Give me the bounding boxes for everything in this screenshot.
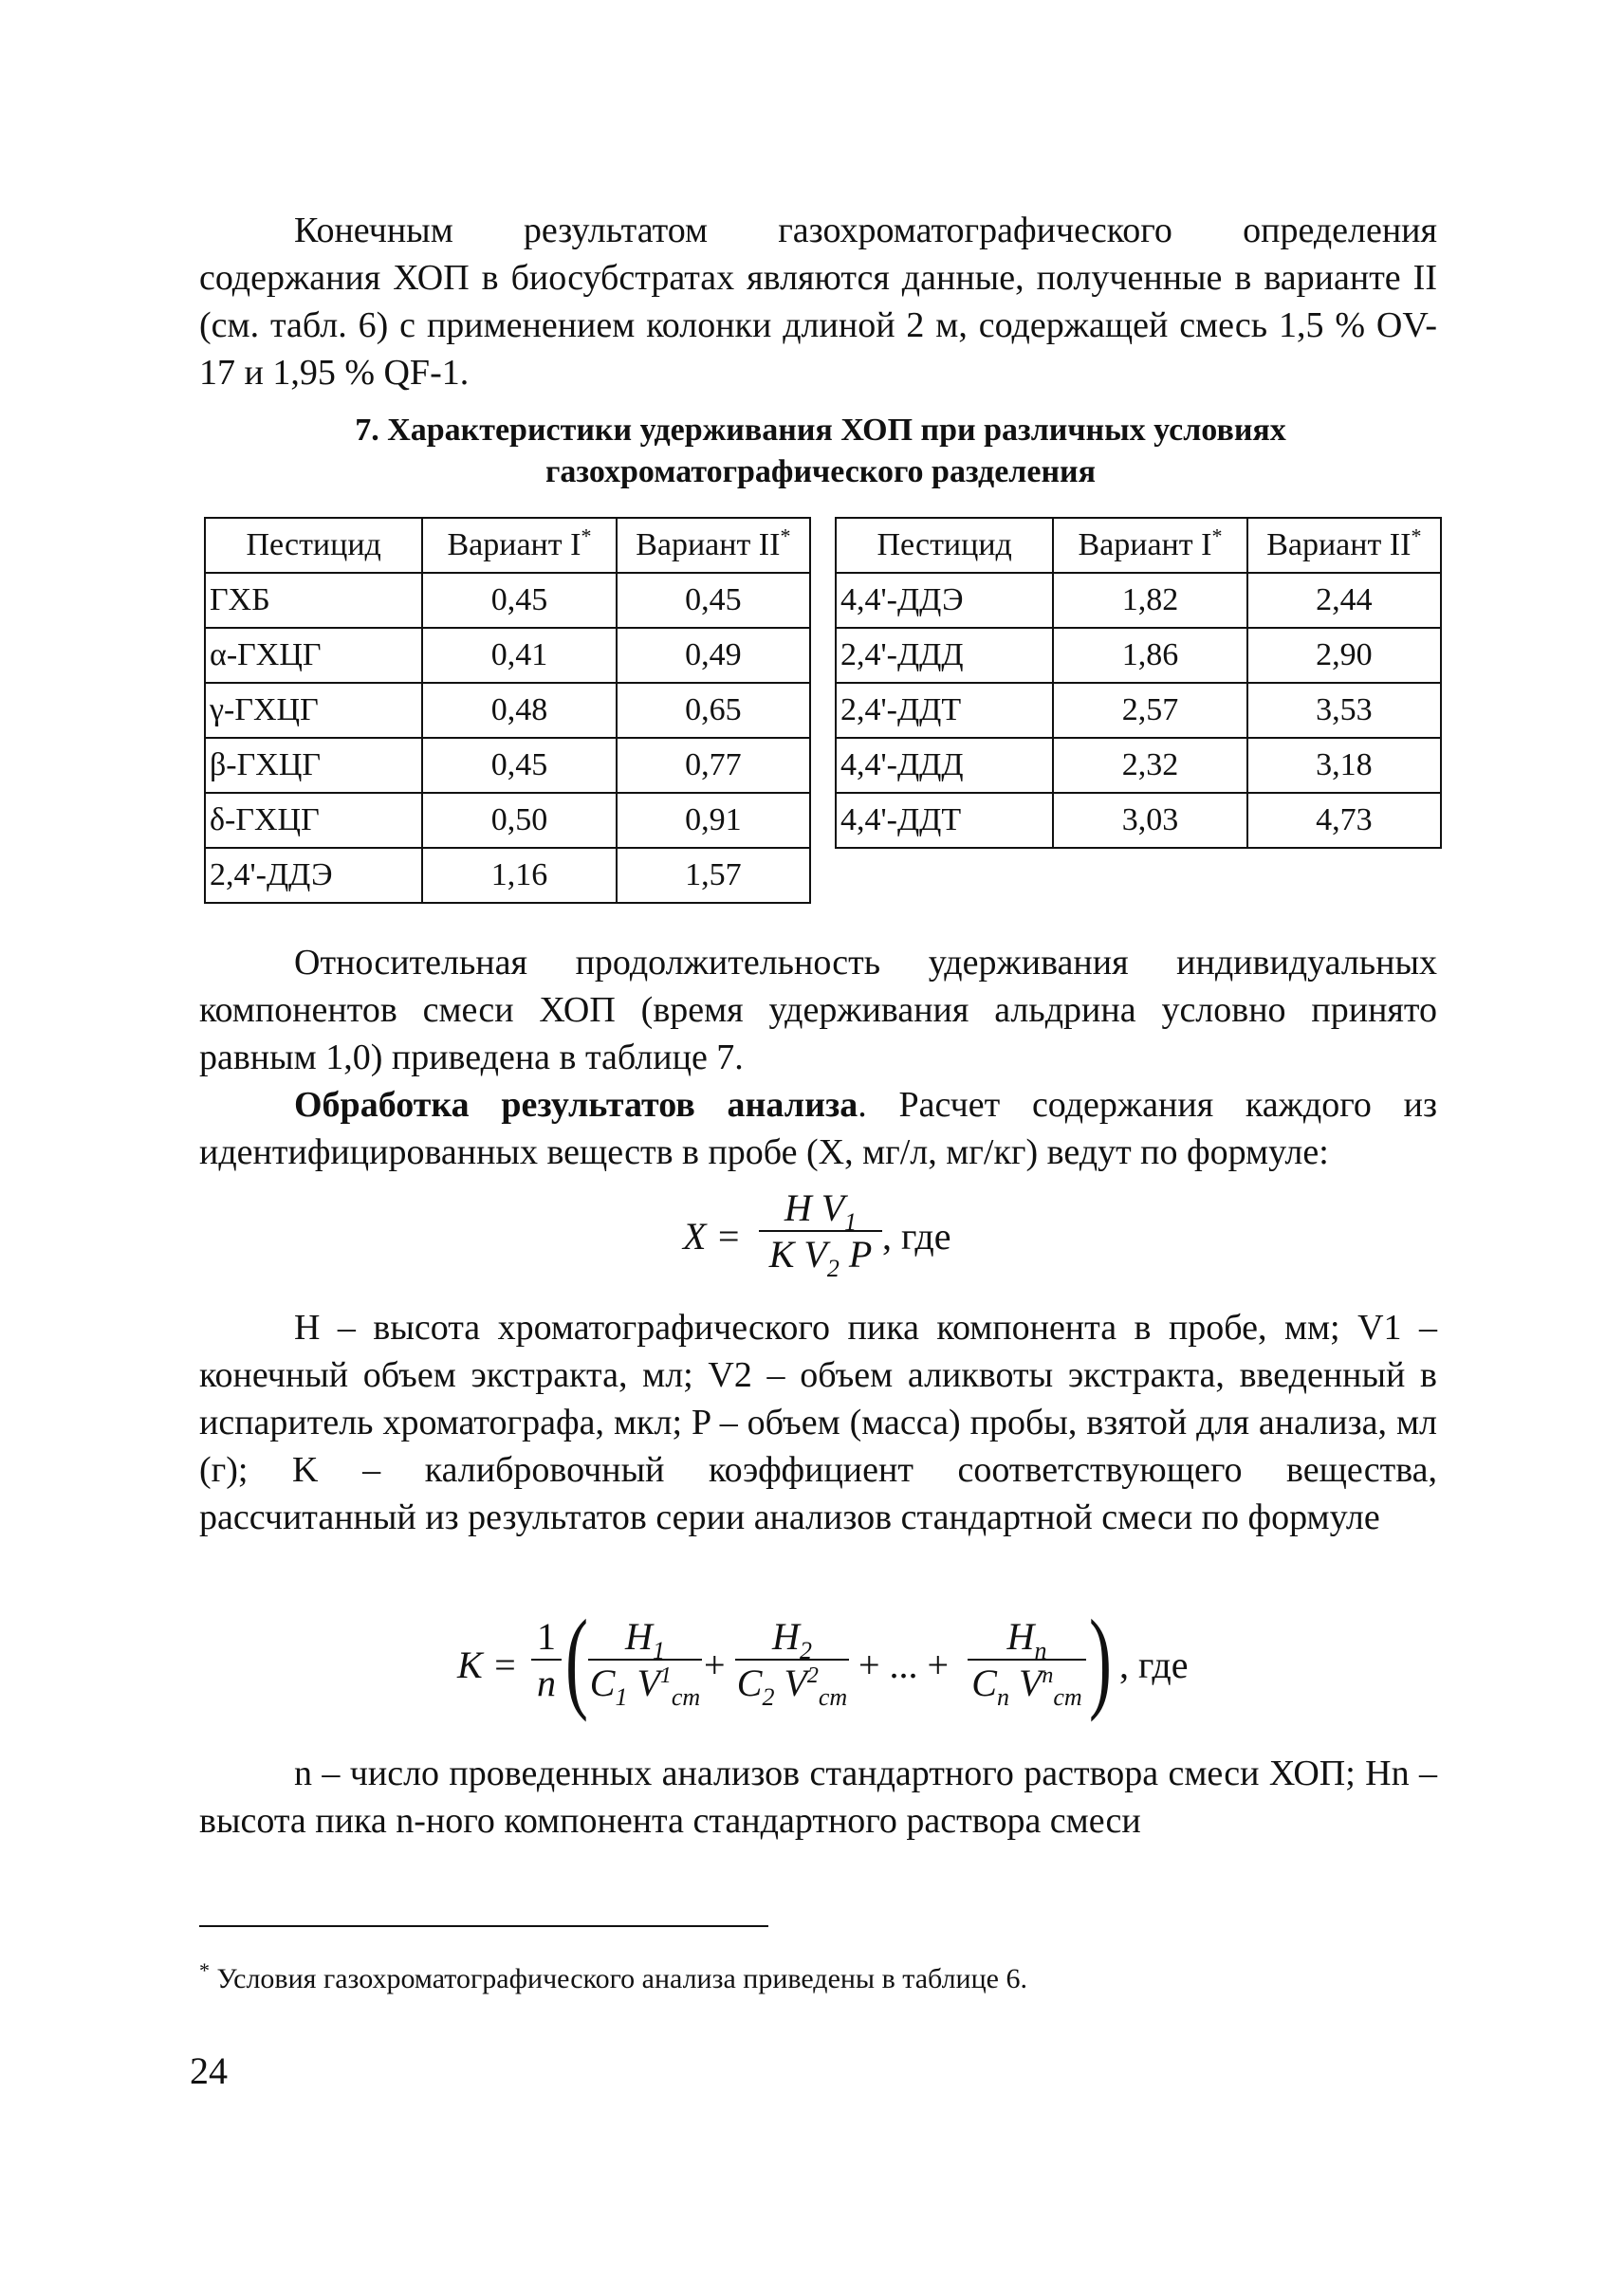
cell-pesticide: α-ГХЦГ <box>205 628 422 683</box>
cell-pesticide: 2,4'-ДДЭ <box>205 848 422 903</box>
table-row <box>836 793 1441 848</box>
formula-k-termn: $H_n$ $C_n$ $V^n_{cm}$ <box>968 1614 1086 1705</box>
header-star: * <box>581 523 592 548</box>
formula-x <box>0 1185 1624 1290</box>
formula-k: K = 1 n ( $H_1$ $C_1$ $V^1_{cm}$ + $H_2$ $C_2$ $V^2_{cm}$ + ... + $H_n$ $C_n$ $V^n_{cm}$ ) , где <box>457 1596 1189 1722</box>
cell-variant2: 4,73 <box>1247 793 1441 848</box>
header-pesticide: Пестицид <box>836 518 1053 573</box>
formula-x-tail: , где <box>882 1215 951 1258</box>
formula-x-fraction: H $V_1$ K $V_2$ P <box>759 1185 882 1277</box>
page-number: 24 <box>190 2049 228 2092</box>
formula-k-tail: , где <box>1119 1644 1189 1686</box>
footnote-rule <box>199 1925 768 1927</box>
cell-variant1: 0,45 <box>422 738 616 793</box>
intro-paragraph <box>199 207 1437 396</box>
header-variant2: Вариант II* <box>617 518 810 573</box>
cell-variant1: 0,45 <box>422 573 616 628</box>
intro-text: Конечным результатом газохроматографического определения содержания ХОП в биосубстратах являются данные, полученные в варианте II (см. табл. 6) с применением колонки длиной 2 м, содержащей смесь 1,5 % OV-17 и 1,95 % QF-1. <box>199 211 1437 393</box>
left-paren: ( <box>564 1596 588 1722</box>
header-variant2: Вариант II* <box>1247 518 1441 573</box>
processing-heading: Обработка результатов анализа <box>294 1085 858 1125</box>
cell-variant2: 0,45 <box>617 573 810 628</box>
table-row <box>836 573 1441 628</box>
processing-paragraph <box>199 1081 1437 1176</box>
formula-x-lhs: X = <box>683 1215 742 1258</box>
table-caption-line1: 7. Характеристики удерживания ХОП при различных условиях <box>355 413 1286 448</box>
cell-variant2: 3,18 <box>1247 738 1441 793</box>
cell-variant2: 0,91 <box>617 793 810 848</box>
cell-pesticide: β-ГХЦГ <box>205 738 422 793</box>
cell-pesticide: ГХБ <box>205 573 422 628</box>
processing-text: . Расчет содержания каждого из идентифицированных веществ в пробе (X, мг/л, мг/кг) ведут по формуле: <box>199 1085 1437 1172</box>
formula-k-one-over-n: 1 n <box>531 1614 562 1705</box>
cell-variant1: 1,16 <box>422 848 616 903</box>
cell-variant1: 0,48 <box>422 683 616 738</box>
formula-k-lhs: K = <box>457 1644 518 1686</box>
cell-variant2: 0,65 <box>617 683 810 738</box>
cell-variant2: 1,57 <box>617 848 810 903</box>
right-paren: ) <box>1088 1596 1112 1722</box>
header-variant1: Вариант I* <box>422 518 616 573</box>
cell-variant1: 2,32 <box>1053 738 1246 793</box>
table-caption-line2: газохроматографического разделения <box>544 454 1097 489</box>
cell-pesticide: 4,4'-ДДЭ <box>836 573 1053 628</box>
retention-table-left <box>204 517 811 904</box>
table-row <box>205 683 810 738</box>
cell-variant2: 3,53 <box>1247 683 1441 738</box>
cell-variant2: 2,44 <box>1247 573 1441 628</box>
formula-k-term2: $H_2$ $C_2$ $V^2_{cm}$ <box>736 1615 848 1711</box>
table-header-row <box>205 518 810 573</box>
cell-variant2: 0,77 <box>617 738 810 793</box>
formula-k-term1: $H_1$ $C_1$ $V^1_{cm}$ <box>589 1615 701 1711</box>
table-caption <box>190 410 1451 493</box>
cell-variant1: 1,86 <box>1053 628 1246 683</box>
table-header-row <box>836 518 1441 573</box>
table-row <box>205 628 810 683</box>
table-row <box>836 628 1441 683</box>
formula-k-dots: + ... + <box>858 1644 950 1686</box>
cell-variant1: 0,41 <box>422 628 616 683</box>
relative-retention-text: Относительная продолжительность удерживания индивидуальных компонентов смеси ХОП (время удерживания альдрина условно принято равным 1,0) приведена в таблице 7. <box>199 943 1437 1077</box>
cell-variant1: 0,50 <box>422 793 616 848</box>
footnote-star: * <box>199 1958 210 1982</box>
table-row <box>836 738 1441 793</box>
formula-x-denominator: K V <box>768 1233 827 1276</box>
footnote-text: Условия газохроматографического анализа приведены в таблице 6. <box>216 1963 1027 1994</box>
definitions-paragraph <box>199 1304 1437 1541</box>
table-row <box>836 683 1441 738</box>
header-star: * <box>780 523 791 548</box>
header-star: * <box>1411 523 1422 548</box>
cell-pesticide: 2,4'-ДДТ <box>836 683 1053 738</box>
formula-x-numerator: H V <box>784 1186 845 1229</box>
header-star: * <box>1211 523 1223 548</box>
cell-pesticide: 2,4'-ДДД <box>836 628 1053 683</box>
cell-variant2: 2,90 <box>1247 628 1441 683</box>
table-row <box>205 738 810 793</box>
retention-table-right <box>835 517 1442 849</box>
n-paragraph <box>199 1750 1437 1845</box>
cell-variant2: 0,49 <box>617 628 810 683</box>
table-row <box>205 848 810 903</box>
definitions-text: H – высота хроматографического пика компонента в пробе, мм; V1 – конечный объем экстракта, мл; V2 – объем аликвоты экстракта, введенный в испаритель хроматографа, мкл; P – объем (масса) пробы, взятой для анализа, мл (г); K – калибровочный коэффициент соответствующего вещества, рассчитанный из результатов серии анализов стандартной смеси по формуле <box>199 1308 1437 1537</box>
cell-variant1: 3,03 <box>1053 793 1246 848</box>
cell-pesticide: γ-ГХЦГ <box>205 683 422 738</box>
cell-pesticide: 4,4'-ДДД <box>836 738 1053 793</box>
cell-variant1: 1,82 <box>1053 573 1246 628</box>
header-pesticide: Пестицид <box>205 518 422 573</box>
cell-variant1: 2,57 <box>1053 683 1246 738</box>
footnote <box>199 1958 1027 1995</box>
table-row <box>205 573 810 628</box>
n-text: n – число проведенных анализов стандартного раствора смеси ХОП; Hn – высота пика n-ного компонента стандартного раствора смеси <box>199 1754 1437 1841</box>
header-variant1: Вариант I* <box>1053 518 1246 573</box>
cell-pesticide: 4,4'-ДДТ <box>836 793 1053 848</box>
relative-retention-paragraph <box>199 939 1437 1081</box>
table-row <box>205 793 810 848</box>
cell-pesticide: δ-ГХЦГ <box>205 793 422 848</box>
